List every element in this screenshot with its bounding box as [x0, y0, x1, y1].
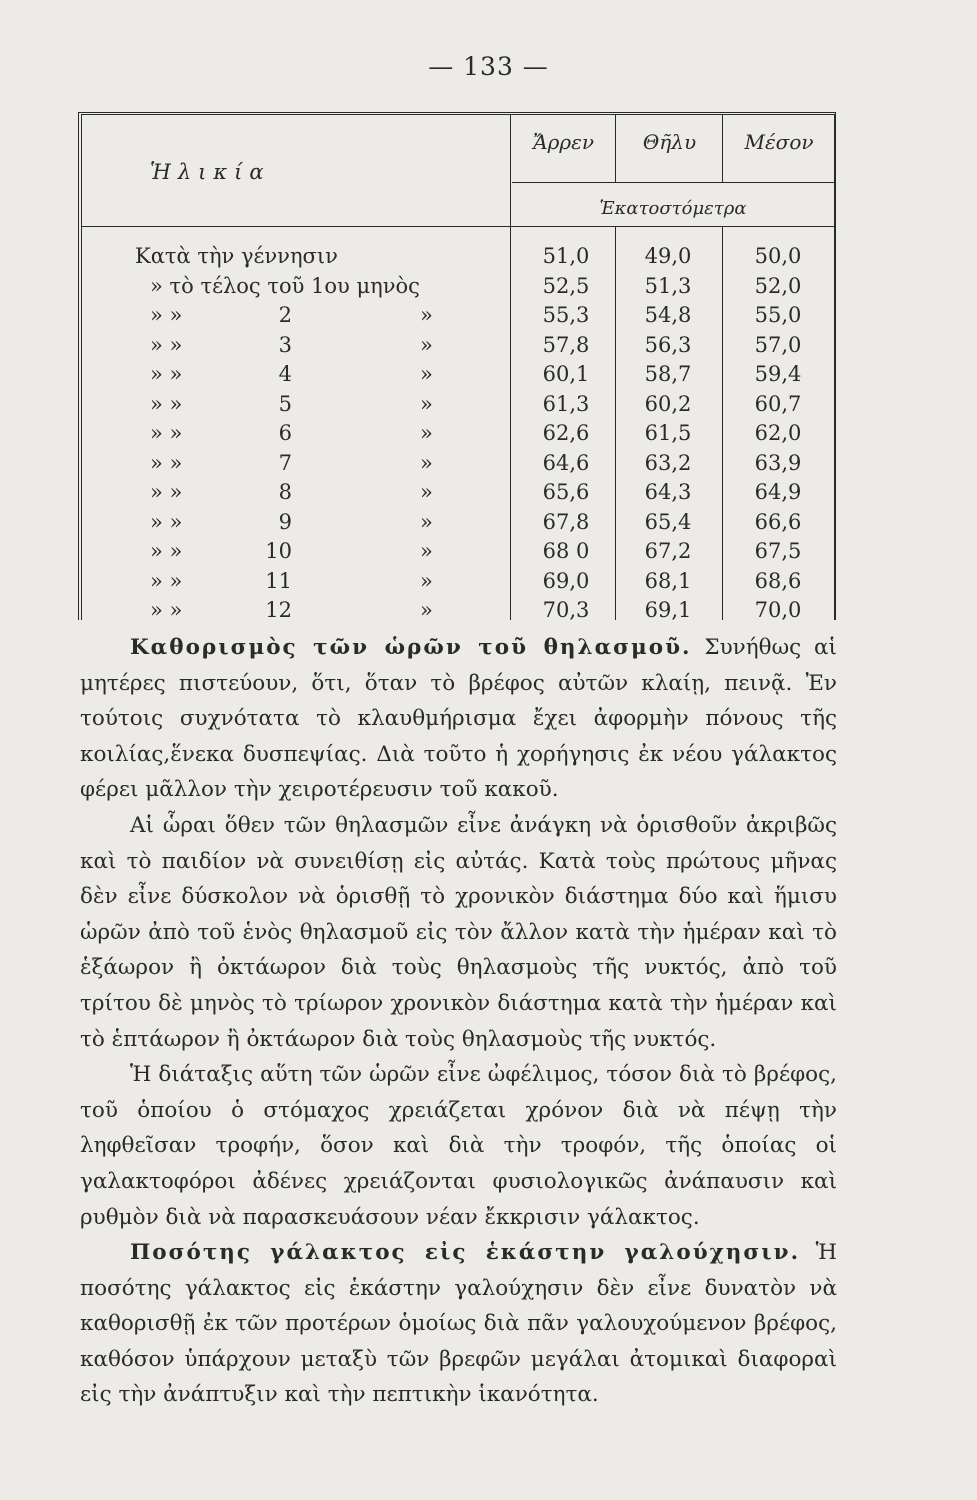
ditto-mark: » » [150, 480, 183, 504]
female-cell: 69,1 [644, 598, 692, 622]
mean-cell: 59,4 [754, 362, 802, 386]
ditto-mark: » [420, 509, 433, 534]
male-cell: 52,5 [542, 273, 590, 298]
table-row [0, 362, 977, 392]
month-number: 12 [265, 598, 292, 622]
section-heading: Ποσότης γάλακτος εἰς ἑκάστην γαλούχησιν. [130, 1240, 801, 1266]
male-cell: 64,6 [542, 450, 590, 475]
ditto-mark: » [420, 480, 433, 504]
table-row [0, 392, 977, 422]
month-number: 3 [278, 332, 292, 357]
female-cell: 58,7 [644, 362, 692, 386]
table-row [0, 480, 977, 510]
page-number: — 133 — [428, 52, 549, 81]
ditto-mark: » » [150, 568, 183, 593]
paragraph: Ἡ διάταξις αὕτη τῶν ὡρῶν εἶνε ὠφέλιμος, τόσον διὰ τὸ βρέφος, τοῦ ὁποίου ὁ στόμαχος χρειάζεται χρόνον διὰ νὰ πέψῃ τὴν ληφθεῖσαν τροφήν, ὅσον καὶ διὰ τὴν τροφόν, τῆς ὁποίας οἱ γαλακτοφόροι ἀδένες χρειάζονται φυσιολογικῶς ἀνάπαυσιν καὶ ρυθμὸν διὰ νὰ παρασκευάσουν νέαν ἔκκρισιν γάλακτος. [80, 1062, 837, 1230]
male-cell: 68 0 [542, 539, 590, 563]
header-female: Θῆλυ [642, 130, 697, 154]
mean-cell: 57,0 [754, 332, 802, 357]
female-cell: 54,8 [644, 303, 692, 327]
paragraph [80, 630, 837, 808]
table-row [0, 303, 977, 333]
ditto-mark: » » [150, 391, 183, 416]
table-row [0, 539, 977, 569]
month-number: 11 [265, 568, 292, 593]
month-number: 10 [265, 539, 292, 563]
mean-cell: 62,0 [754, 421, 802, 445]
ditto-mark: » [420, 539, 433, 563]
female-cell: 60,2 [644, 391, 692, 416]
paragraph [80, 1235, 837, 1413]
table-row [0, 421, 977, 451]
mean-cell: 50,0 [754, 244, 802, 268]
male-cell: 51,0 [542, 244, 590, 268]
female-cell: 49,0 [644, 244, 692, 268]
paragraph: Αἱ ὧραι ὅθεν τῶν θηλασμῶν εἶνε ἀνάγκη νὰ ὁρισθοῦν ἀκριβῶς καὶ τὸ παιδίον νὰ συνειθίσῃ εἰς αὐτάς. Κατὰ τοὺς πρώτους μῆνας δὲν εἶνε δύσκολον νὰ ὁρισθῇ τὸ χρονικὸν διάστημα δύο καὶ ἥμισυ ὡρῶν ἀπὸ τοῦ ἑνὸς θηλασμοῦ εἰς τὸν ἄλλον κατὰ τὴν ἡμέραν καὶ τὸ ἑξάωρον ἢ ὀκτάωρον διὰ τοὺς θηλασμοὺς τῆς νυκτός, ἀπὸ τοῦ τρίτου δὲ μηνὸς τὸ τρίωρον χρονικὸν διάστημα κατὰ τὴν ἡμέραν καὶ τὸ ἑπτάωρον ἢ ὀκτάωρον διὰ τοὺς θηλασμοὺς τῆς νυκτός. [80, 812, 837, 1052]
male-cell: 70,3 [542, 598, 590, 622]
ditto-mark: » [420, 362, 433, 386]
age-cell: Κατὰ τὴν γέννησιν [135, 244, 338, 268]
female-cell: 65,4 [644, 509, 692, 534]
male-cell: 60,1 [542, 362, 590, 386]
ditto-mark: » » [150, 450, 183, 475]
ditto-mark: » » [150, 421, 183, 445]
table-divider [615, 114, 616, 182]
ditto-mark: » [420, 332, 433, 357]
female-cell: 64,3 [644, 480, 692, 504]
male-cell: 57,8 [542, 332, 590, 357]
age-cell: » τὸ τέλος τοῦ 1ου μηνὸς [150, 273, 420, 298]
ditto-mark: » » [150, 332, 183, 357]
female-cell: 67,2 [644, 539, 692, 563]
male-cell: 65,6 [542, 480, 590, 504]
male-cell: 69,0 [542, 568, 590, 593]
paragraph-text: Συνήθως αἱ μητέρες πιστεύουν, ὅτι, ὅταν τὸ βρέφος αὐτῶν κλαίῃ, πεινᾷ. Ἐν τούτοις συχνότατα τὸ κλαυθμήρισμα ἔχει ἀφορμὴν πόνους τῆς κοιλίας,ἕνεκα δυσπεψίας. Διὰ τοῦτο ἡ χορήγησις ἐκ νέου γάλακτος φέρει μᾶλλον τὴν χειροτέρευσιν τοῦ κακοῦ. [80, 635, 837, 803]
ditto-mark: » » [150, 362, 183, 386]
section-heading: Καθορισμὸς τῶν ὡρῶν τοῦ θηλασμοῦ. [130, 635, 692, 660]
male-cell: 62,6 [542, 421, 590, 445]
ditto-mark: » » [150, 539, 183, 563]
month-number: 2 [278, 303, 292, 327]
table-row [0, 569, 977, 599]
mean-cell: 66,6 [754, 509, 802, 534]
female-cell: 68,1 [644, 568, 692, 593]
month-number: 6 [278, 421, 292, 445]
table-row [0, 598, 977, 628]
table-divider [722, 114, 723, 182]
month-number: 5 [278, 391, 292, 416]
table-row [0, 244, 977, 274]
female-cell: 63,2 [644, 450, 692, 475]
ditto-mark: » » [150, 509, 183, 534]
ditto-mark: » [420, 598, 433, 622]
mean-cell: 70,0 [754, 598, 802, 622]
table-row [0, 274, 977, 304]
table-row [0, 451, 977, 481]
table-divider [82, 226, 834, 227]
table-body [0, 244, 977, 628]
month-number: 7 [278, 450, 292, 475]
month-number: 8 [278, 480, 292, 504]
ditto-mark: » » [150, 303, 183, 327]
male-cell: 67,8 [542, 509, 590, 534]
ditto-mark: » [420, 450, 433, 475]
female-cell: 51,3 [644, 273, 692, 298]
ditto-mark: » [420, 568, 433, 593]
ditto-mark: » [420, 391, 433, 416]
month-number: 9 [278, 509, 292, 534]
male-cell: 55,3 [542, 303, 590, 327]
mean-cell: 67,5 [754, 539, 802, 563]
female-cell: 56,3 [644, 332, 692, 357]
mean-cell: 64,9 [754, 480, 802, 504]
table-row [0, 510, 977, 540]
header-units: Ἑκατοστόμετρα [599, 198, 747, 219]
ditto-mark: » » [150, 598, 183, 622]
table-divider [512, 182, 834, 183]
mean-cell: 68,6 [754, 568, 802, 593]
ditto-mark: » [420, 421, 433, 445]
mean-cell: 55,0 [754, 303, 802, 327]
paragraph-text: Ἡ ποσότης γάλακτος εἰς ἑκάστην γαλούχησιν δὲν εἶνε δυνατὸν νὰ καθορισθῇ ἐκ τῶν προτέρων ὁμοίως διὰ πᾶν γαλουχούμενον βρέφος, καθόσον ὑπάρχουν μεταξὺ τῶν βρεφῶν μεγάλαι ἀτομικαὶ διαφοραὶ εἰς τὴν ἀνάπτυξιν καὶ τὴν πεπτικὴν ἱκανότητα. [80, 1240, 837, 1408]
header-mean: Μέσον [744, 130, 814, 154]
mean-cell: 60,7 [754, 391, 802, 416]
ditto-mark: » [420, 303, 433, 327]
body-text [80, 630, 837, 1413]
mean-cell: 52,0 [754, 273, 802, 298]
mean-cell: 63,9 [754, 450, 802, 475]
header-age: Ἡλικία [150, 160, 271, 184]
female-cell: 61,5 [644, 421, 692, 445]
male-cell: 61,3 [542, 391, 590, 416]
table-row [0, 333, 977, 363]
month-number: 4 [278, 362, 292, 386]
header-male: Ἄρρεν [532, 130, 595, 154]
